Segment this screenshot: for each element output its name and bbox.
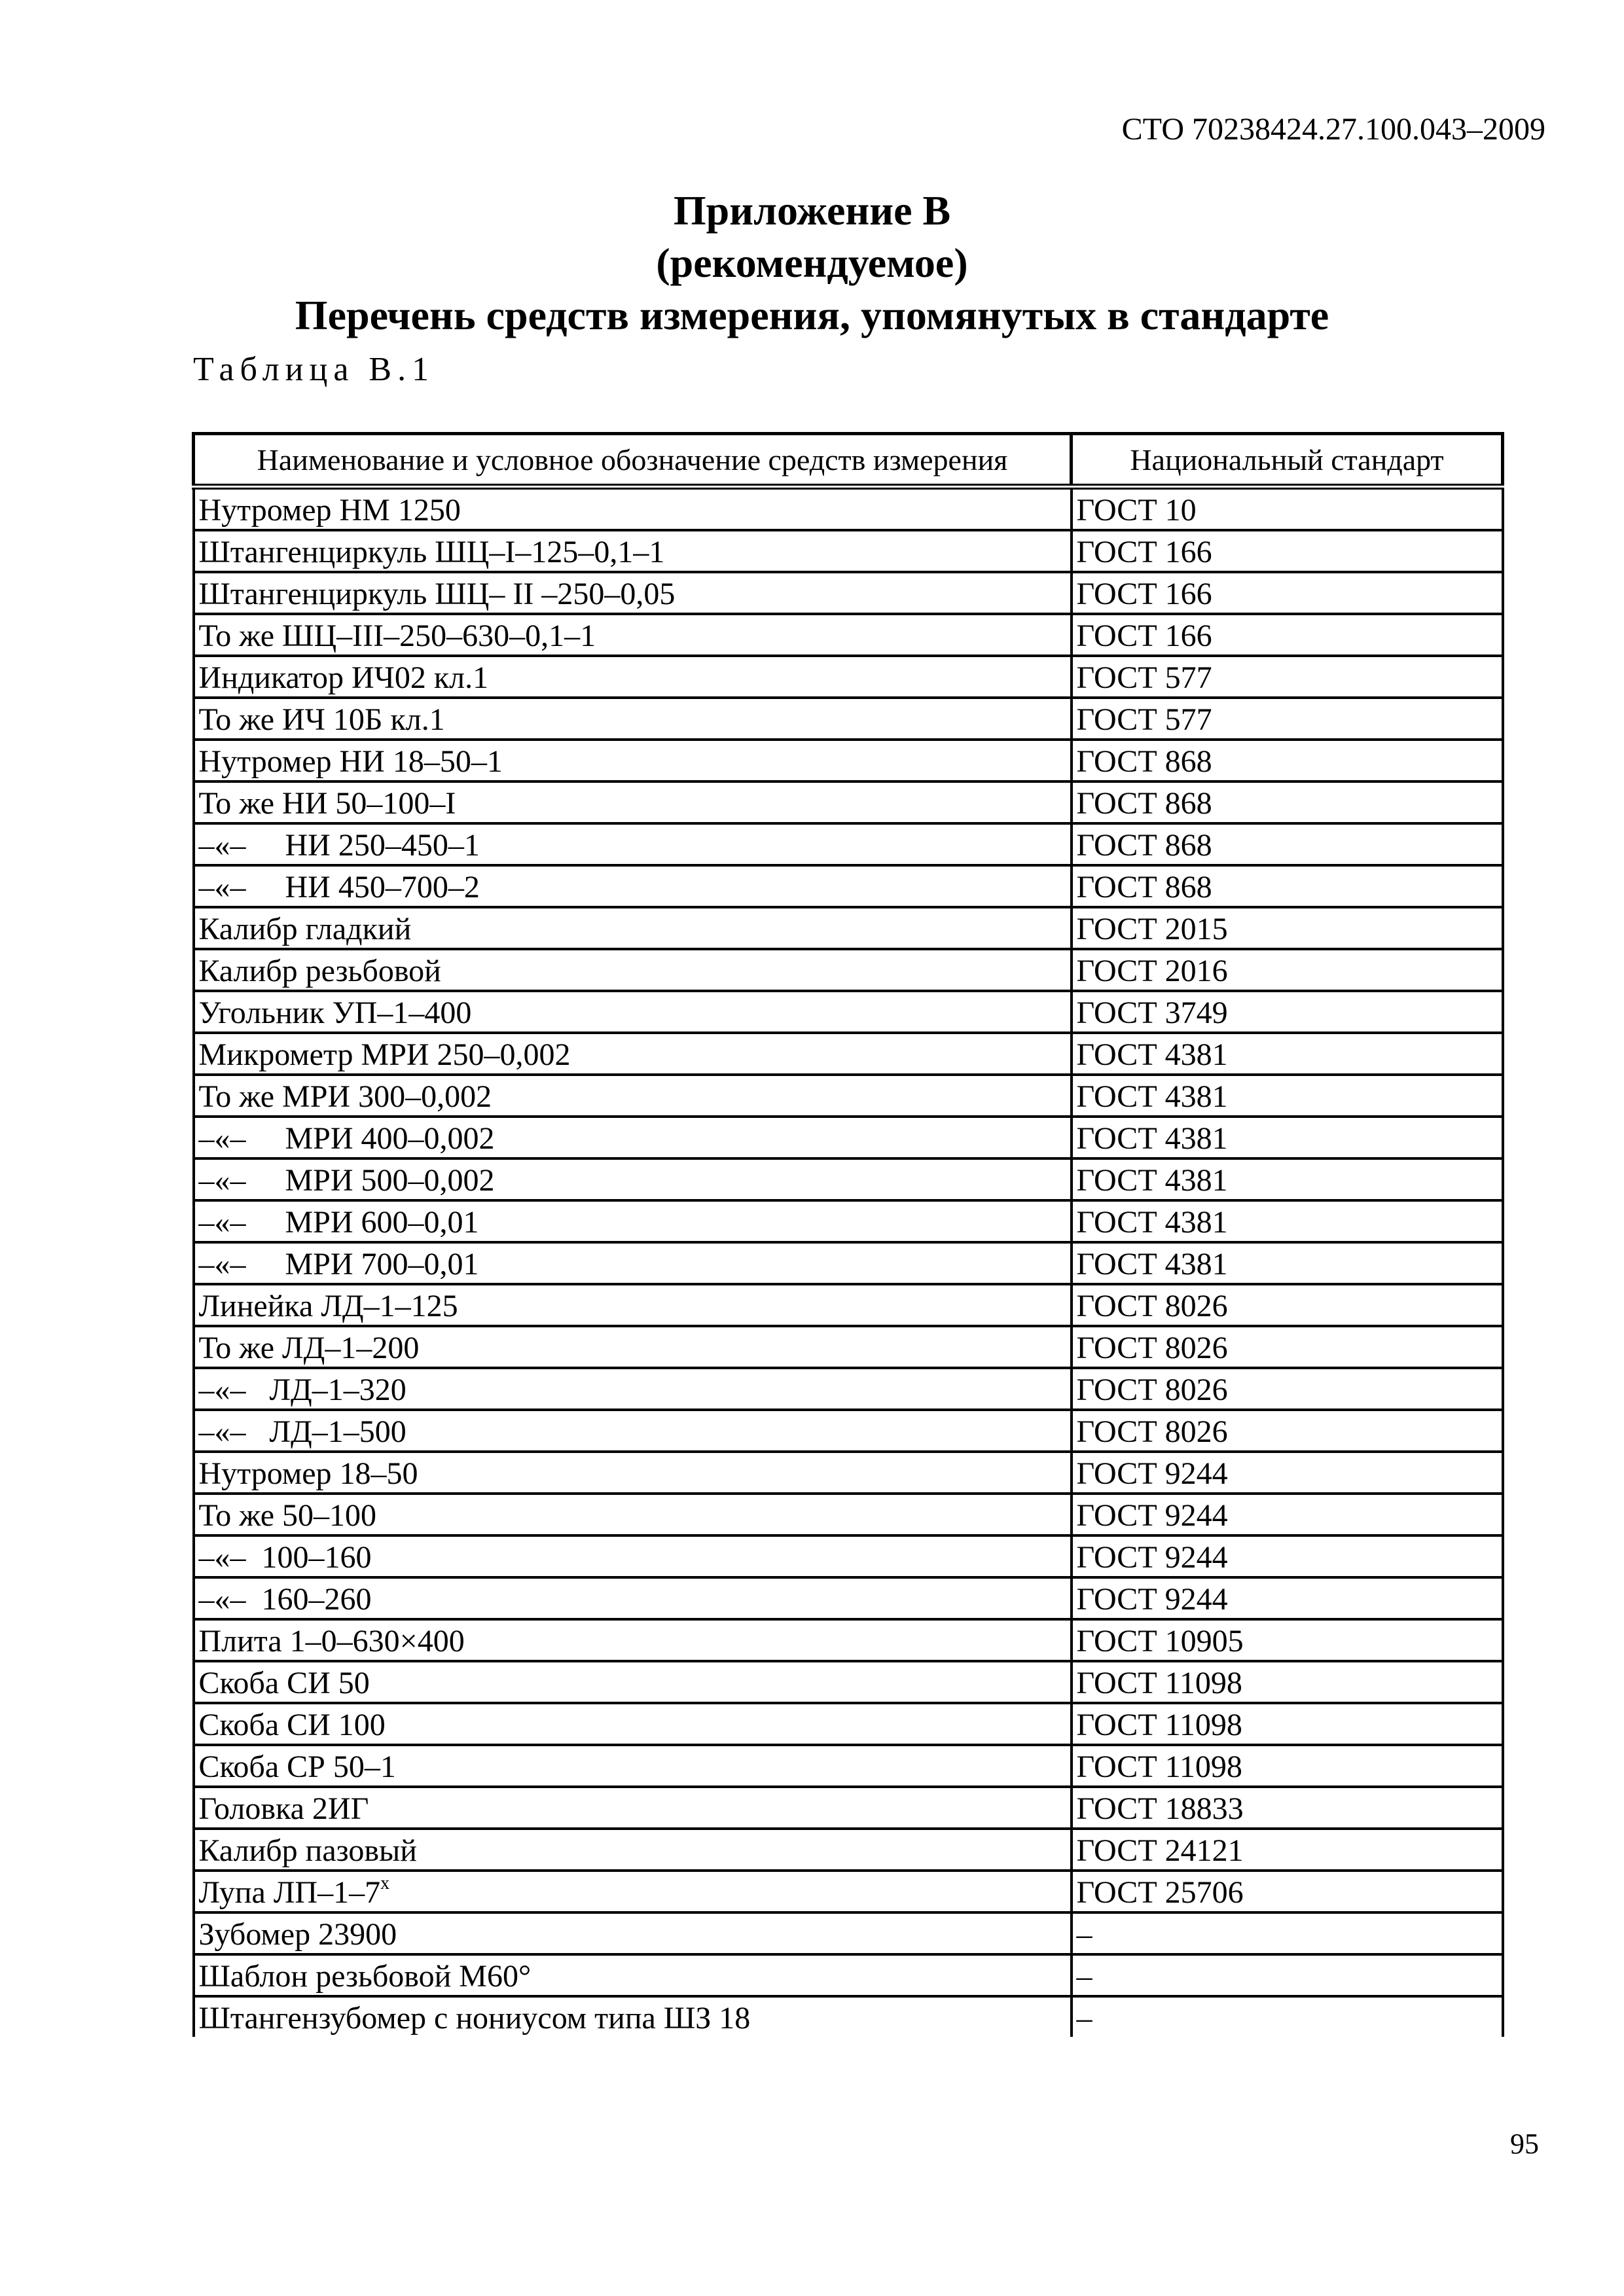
table-row [194, 1787, 1503, 1829]
national-standard-cell: ГОСТ 11098 [1072, 1703, 1503, 1745]
instrument-name: –«– МРИ 600–0,01 [198, 1205, 479, 1240]
instrument-name-cell [194, 1494, 1072, 1535]
national-standard-cell: ГОСТ 4381 [1072, 1200, 1503, 1242]
instrument-name-cell [194, 1535, 1072, 1577]
national-standard-cell: ГОСТ 577 [1072, 698, 1503, 740]
table-row [194, 1912, 1503, 1954]
national-standard-cell: – [1072, 1996, 1503, 2037]
instrument-name-cell [194, 1829, 1072, 1871]
table-body [194, 487, 1503, 2037]
instrument-name: –«– 160–260 [198, 1582, 372, 1617]
instrument-name: То же ЛД–1–200 [198, 1331, 420, 1365]
instrument-name-cell [194, 1368, 1072, 1410]
national-standard-cell: ГОСТ 8026 [1072, 1326, 1503, 1368]
instrument-name-cell [194, 1577, 1072, 1619]
instrument-name: Нутромер 18–50 [198, 1456, 418, 1491]
instrument-name-cell [194, 1158, 1072, 1200]
national-standard-cell: ГОСТ 10 [1072, 487, 1503, 531]
national-standard-cell: ГОСТ 2016 [1072, 949, 1503, 991]
instrument-name-cell [194, 781, 1072, 823]
instrument-name: Шаблон резьбовой М60° [198, 1959, 532, 1994]
instrument-name: То же ШЦ–III–250–630–0,1–1 [198, 619, 596, 653]
instrument-name-cell [194, 740, 1072, 781]
instrument-name-cell [194, 656, 1072, 698]
table-row [194, 1284, 1503, 1326]
instrument-name: –«– МРИ 500–0,002 [198, 1163, 495, 1198]
instrument-name: Угольник УП–1–400 [198, 996, 472, 1030]
instrument-name-superscript: x [380, 1873, 390, 1893]
table-row [194, 1577, 1503, 1619]
instrument-name-cell [194, 1410, 1072, 1452]
instrument-name-cell [194, 614, 1072, 656]
national-standard-cell: ГОСТ 868 [1072, 781, 1503, 823]
table-row [194, 656, 1503, 698]
table-row [194, 487, 1503, 531]
national-standard-cell: – [1072, 1912, 1503, 1954]
appendix-title: Приложение В [673, 187, 951, 234]
national-standard-cell: ГОСТ 11098 [1072, 1745, 1503, 1787]
instrument-name: Плита 1–0–630×400 [198, 1624, 465, 1659]
instrument-name-cell [194, 487, 1072, 531]
national-standard-cell: ГОСТ 8026 [1072, 1410, 1503, 1452]
national-standard-cell: ГОСТ 166 [1072, 572, 1503, 614]
instrument-name-cell [194, 1117, 1072, 1158]
instrument-name: Лупа ЛП–1–7 [198, 1875, 381, 1910]
national-standard-cell: ГОСТ 9244 [1072, 1535, 1503, 1577]
instrument-name-cell [194, 1284, 1072, 1326]
appendix-heading: Перечень средств измерения, упомянутых в стандарте [295, 292, 1329, 338]
instrument-name-cell [194, 698, 1072, 740]
instrument-name: –«– 100–160 [198, 1540, 372, 1575]
national-standard-cell: ГОСТ 3749 [1072, 991, 1503, 1033]
national-standard-cell: ГОСТ 868 [1072, 865, 1503, 907]
table-row [194, 572, 1503, 614]
national-standard-cell: ГОСТ 11098 [1072, 1661, 1503, 1703]
table-row [194, 1368, 1503, 1410]
instrument-name: Штангенциркуль ШЦ–I–125–0,1–1 [198, 535, 665, 569]
national-standard-cell: ГОСТ 9244 [1072, 1577, 1503, 1619]
instrument-name: Скоба СИ 50 [198, 1666, 370, 1700]
table-row [194, 823, 1503, 865]
instrument-name-cell [194, 1912, 1072, 1954]
table-row [194, 1996, 1503, 2037]
national-standard-cell: ГОСТ 18833 [1072, 1787, 1503, 1829]
table-row [194, 907, 1503, 949]
instrument-name-cell [194, 1075, 1072, 1117]
instrument-name: Индикатор ИЧ02 кл.1 [198, 660, 489, 695]
table-row [194, 991, 1503, 1033]
instrument-name-cell [194, 1703, 1072, 1745]
table-row [194, 1745, 1503, 1787]
instrument-name: –«– ЛД–1–320 [198, 1372, 406, 1407]
national-standard-cell: ГОСТ 9244 [1072, 1452, 1503, 1494]
national-standard-cell: ГОСТ 10905 [1072, 1619, 1503, 1661]
instrument-name-cell [194, 1452, 1072, 1494]
instrument-name: Линейка ЛД–1–125 [198, 1289, 458, 1323]
document-code: СТО 70238424.27.100.043–2009 [1121, 112, 1545, 147]
table-row [194, 1494, 1503, 1535]
column-header-name: Наименование и условное обозначение средств измерения [194, 434, 1072, 487]
page-number: 95 [1510, 2128, 1539, 2160]
instrument-name: Калибр гладкий [198, 912, 412, 946]
table-row [194, 1410, 1503, 1452]
national-standard-cell: ГОСТ 166 [1072, 530, 1503, 572]
instrument-name: Нутромер НИ 18–50–1 [198, 744, 503, 779]
instrument-name-cell [194, 1033, 1072, 1075]
table-row [194, 1829, 1503, 1871]
instrument-name-cell [194, 1745, 1072, 1787]
national-standard-cell: – [1072, 1954, 1503, 1996]
instrument-name-cell [194, 949, 1072, 991]
table-row [194, 1452, 1503, 1494]
table-row [194, 1326, 1503, 1368]
instrument-name: Штангенциркуль ШЦ– II –250–0,05 [198, 577, 676, 611]
instrument-name: То же МРИ 300–0,002 [198, 1079, 492, 1114]
instrument-name: Микрометр МРИ 250–0,002 [198, 1037, 571, 1072]
table-row [194, 740, 1503, 781]
national-standard-cell: ГОСТ 4381 [1072, 1033, 1503, 1075]
instrument-name: –«– НИ 450–700–2 [198, 870, 480, 905]
instrument-name-cell [194, 1619, 1072, 1661]
instrument-name-cell [194, 572, 1072, 614]
table-label: Таблица В.1 [193, 351, 435, 388]
table-row [194, 1200, 1503, 1242]
instrument-name-cell [194, 1200, 1072, 1242]
national-standard-cell: ГОСТ 2015 [1072, 907, 1503, 949]
table-header-row [194, 434, 1503, 487]
table-row [194, 949, 1503, 991]
instrument-name: Нутромер НМ 1250 [198, 493, 461, 528]
instrument-name-cell [194, 1787, 1072, 1829]
instrument-name: Скоба СР 50–1 [198, 1749, 396, 1784]
instrument-name: –«– ЛД–1–500 [198, 1414, 406, 1449]
national-standard-cell: ГОСТ 4381 [1072, 1117, 1503, 1158]
table-row [194, 530, 1503, 572]
instrument-name: Калибр пазовый [198, 1833, 417, 1868]
instrument-name-cell [194, 1954, 1072, 1996]
national-standard-cell: ГОСТ 25706 [1072, 1871, 1503, 1912]
national-standard-cell: ГОСТ 868 [1072, 740, 1503, 781]
instrument-name-cell [194, 530, 1072, 572]
table-row [194, 1158, 1503, 1200]
table-row [194, 614, 1503, 656]
table-row [194, 1535, 1503, 1577]
table-row [194, 698, 1503, 740]
title-block [0, 185, 1624, 342]
table-row [194, 1661, 1503, 1703]
table-row [194, 1117, 1503, 1158]
national-standard-cell: ГОСТ 24121 [1072, 1829, 1503, 1871]
instrument-name: То же 50–100 [198, 1498, 377, 1533]
table-row [194, 1242, 1503, 1284]
national-standard-cell: ГОСТ 868 [1072, 823, 1503, 865]
national-standard-cell: ГОСТ 166 [1072, 614, 1503, 656]
national-standard-cell: ГОСТ 9244 [1072, 1494, 1503, 1535]
table-row [194, 1703, 1503, 1745]
instrument-name: –«– МРИ 400–0,002 [198, 1121, 495, 1156]
national-standard-cell: ГОСТ 577 [1072, 656, 1503, 698]
table-row [194, 865, 1503, 907]
national-standard-cell: ГОСТ 4381 [1072, 1242, 1503, 1284]
national-standard-cell: ГОСТ 8026 [1072, 1368, 1503, 1410]
instrument-name: Зубомер 23900 [198, 1917, 397, 1952]
instrument-name: –«– МРИ 700–0,01 [198, 1247, 479, 1282]
instrument-name-cell [194, 1242, 1072, 1284]
instrument-name-cell [194, 991, 1072, 1033]
table-row [194, 1033, 1503, 1075]
instruments-table-container [192, 432, 1501, 2037]
column-header-standard: Национальный стандарт [1072, 434, 1503, 487]
table-row [194, 1619, 1503, 1661]
instrument-name-cell [194, 907, 1072, 949]
instrument-name: То же ИЧ 10Б кл.1 [198, 702, 445, 737]
instrument-name-cell [194, 1871, 1072, 1912]
instrument-name-cell [194, 1996, 1072, 2037]
instrument-name: Калибр резьбовой [198, 954, 441, 988]
instruments-table [192, 432, 1504, 2037]
instrument-name: Головка 2ИГ [198, 1791, 369, 1826]
national-standard-cell: ГОСТ 4381 [1072, 1075, 1503, 1117]
appendix-status: (рекомендуемое) [656, 240, 968, 286]
table-row [194, 1075, 1503, 1117]
table-row [194, 781, 1503, 823]
national-standard-cell: ГОСТ 8026 [1072, 1284, 1503, 1326]
table-row [194, 1871, 1503, 1912]
table-row [194, 1954, 1503, 1996]
instrument-name-cell [194, 865, 1072, 907]
instrument-name-cell [194, 1661, 1072, 1703]
national-standard-cell: ГОСТ 4381 [1072, 1158, 1503, 1200]
instrument-name: То же НИ 50–100–I [198, 786, 456, 821]
instrument-name: Штангензубомер с нониусом типа ШЗ 18 [198, 2001, 751, 2036]
instrument-name: –«– НИ 250–450–1 [198, 828, 480, 863]
instrument-name: Скоба СИ 100 [198, 1708, 386, 1742]
instrument-name-cell [194, 1326, 1072, 1368]
instrument-name-cell [194, 823, 1072, 865]
